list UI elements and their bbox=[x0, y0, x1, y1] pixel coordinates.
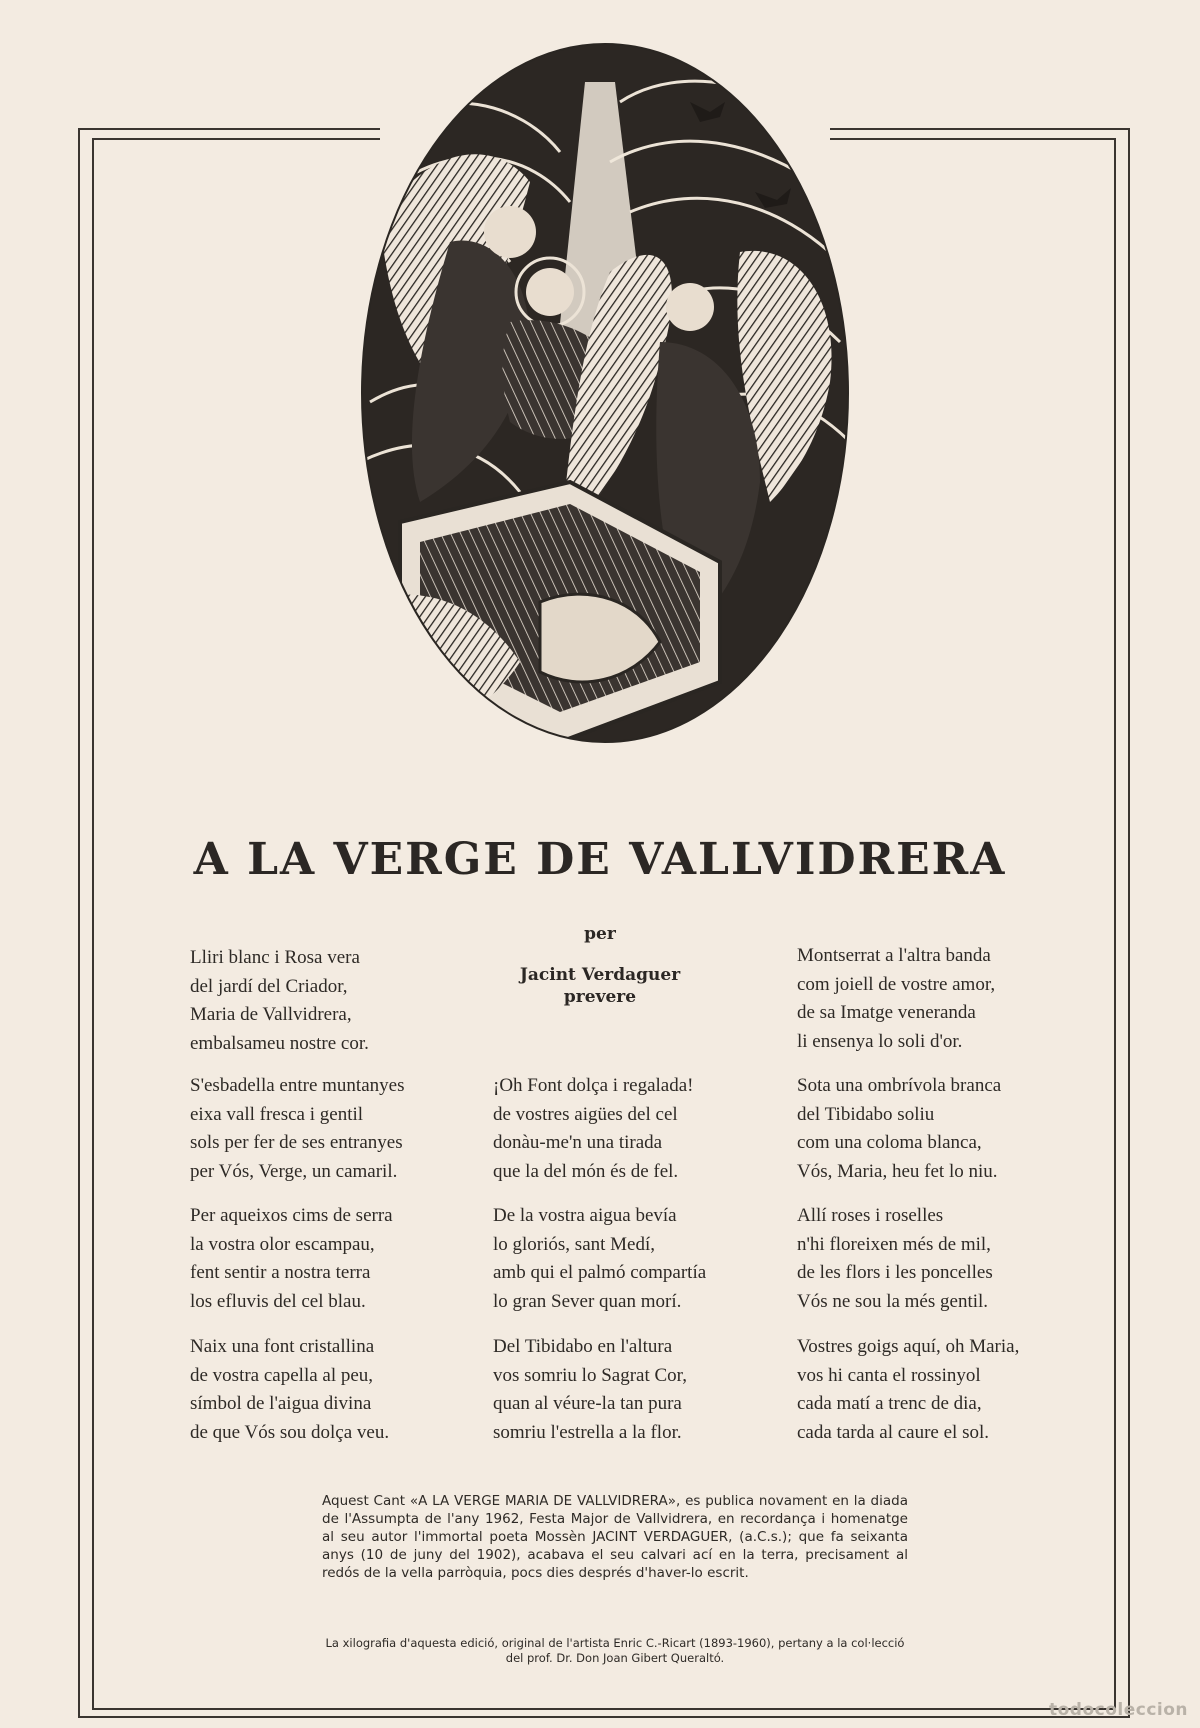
verse-line: per Vós, Verge, un camaril. bbox=[190, 1160, 398, 1182]
verse-line: cada tarda al caure el sol. bbox=[797, 1421, 989, 1443]
verse-line: Naix una font cristallina bbox=[190, 1336, 375, 1357]
verse-line: eixa vall fresca i gentil bbox=[190, 1103, 364, 1125]
stanza-10 bbox=[797, 1202, 993, 1316]
verse-line: Sota una ombrívola branca bbox=[797, 1075, 1002, 1096]
page-title: A LA VERGE DE VALLVIDRERA bbox=[193, 834, 1007, 885]
verse-line: Vostres goigs aquí, oh Maria, bbox=[797, 1336, 1020, 1357]
stanza-1 bbox=[190, 944, 369, 1058]
verse-line: Vós, Maria, heu fet lo niu. bbox=[797, 1160, 998, 1182]
verse-line: la vostra olor escampau, bbox=[190, 1233, 375, 1255]
stanza-3 bbox=[190, 1202, 393, 1316]
verse-line: Vós ne sou la més gentil. bbox=[797, 1290, 989, 1312]
verse-line: somriu l'estrella a la flor. bbox=[493, 1421, 682, 1443]
byline-per: per bbox=[584, 924, 616, 944]
verse-line: lo gran Sever quan morí. bbox=[493, 1290, 682, 1312]
verse-line: los efluvis del cel blau. bbox=[190, 1290, 366, 1312]
stanza-9 bbox=[797, 1072, 1001, 1186]
verse-line: n'hi floreixen més de mil, bbox=[797, 1233, 991, 1255]
verse-line: vos somriu lo Sagrat Cor, bbox=[493, 1364, 687, 1386]
author-name: Jacint Verdaguer bbox=[519, 965, 681, 985]
stanza-5 bbox=[493, 1072, 693, 1186]
verse-line: vos hi canta el rossinyol bbox=[797, 1364, 981, 1386]
verse-line: de vostres aigües del cel bbox=[493, 1103, 678, 1125]
verse-line: Maria de Vallvidrera, bbox=[190, 1004, 352, 1025]
verse-line: embalsameu nostre cor. bbox=[190, 1032, 369, 1054]
stanza-6 bbox=[493, 1202, 706, 1316]
verse-line: amb qui el palmó compartía bbox=[493, 1262, 707, 1283]
verse-line: S'esbadella entre muntanyes bbox=[190, 1075, 405, 1096]
watermark: todocoleccion bbox=[1048, 1700, 1188, 1720]
woodcut-illustration-icon bbox=[360, 42, 850, 744]
verse-line: Montserrat a l'altra banda bbox=[797, 945, 991, 966]
verse-line: Del Tibidabo en l'altura bbox=[493, 1336, 673, 1357]
verse-line: de les flors i les poncelles bbox=[797, 1262, 993, 1283]
verse-line: cada matí a trenc de dia, bbox=[797, 1393, 982, 1414]
stanza-8 bbox=[797, 942, 995, 1056]
verse-line: ¡Oh Font dolça i regalada! bbox=[493, 1075, 694, 1096]
verse-line: quan al véure-la tan pura bbox=[493, 1393, 682, 1414]
verse-line: donàu-me'n una tirada bbox=[493, 1132, 663, 1153]
woodcut-credit: La xilografia d'aquesta edició, original de l'artista Enric C.-Ricart (1893-1960), pertany a la col·lecció del prof. Dr. Don Joan Gibert Queraltó. bbox=[325, 1636, 905, 1665]
stanza-7 bbox=[493, 1333, 687, 1447]
verse-line: Allí roses i roselles bbox=[797, 1205, 944, 1226]
verse-line: li ensenya lo soli d'or. bbox=[797, 1030, 963, 1052]
verse-line: de sa Imatge veneranda bbox=[797, 1002, 976, 1023]
verse-line: que la del món és de fel. bbox=[493, 1160, 679, 1182]
verse-line: de vostra capella al peu, bbox=[190, 1364, 374, 1386]
verse-line: com una coloma blanca, bbox=[797, 1132, 982, 1153]
stanza-2 bbox=[190, 1072, 404, 1186]
verse-line: Lliri blanc i Rosa vera bbox=[190, 947, 360, 968]
verse-line: del jardí del Criador, bbox=[190, 975, 348, 997]
verse-line: de que Vós sou dolça veu. bbox=[190, 1421, 390, 1443]
verse-line: lo gloriós, sant Medí, bbox=[493, 1233, 656, 1255]
publication-note: Aquest Cant «A LA VERGE MARIA DE VALLVIDRERA», es publica novament en la diada de l'Assumpta de l'any 1962, Festa Major de Vallvidrera, en recordança i homenatge al seu autor l'immortal poeta Mossèn JACINT VERDAGUER, (a.C.s.); que fa seixanta anys (10 de juny del 1902), acabava el seu calvari ací en la terra, precisament al redós de la vella parròquia, pocs dies després d'haver-lo escrit. bbox=[322, 1493, 908, 1581]
verse-line: símbol de l'aigua divina bbox=[190, 1393, 372, 1414]
stanza-4 bbox=[190, 1333, 389, 1447]
verse-line: fent sentir a nostra terra bbox=[190, 1262, 371, 1283]
verse-line: com joiell de vostre amor, bbox=[797, 973, 996, 995]
verse-line: del Tibidabo soliu bbox=[797, 1103, 935, 1125]
verse-line: De la vostra aigua bevía bbox=[493, 1205, 677, 1226]
verse-line: sols per fer de ses entranyes bbox=[190, 1132, 403, 1153]
verse-line: Per aqueixos cims de serra bbox=[190, 1205, 393, 1226]
stanza-11 bbox=[797, 1333, 1019, 1447]
author-title: prevere bbox=[563, 987, 637, 1007]
byline bbox=[470, 924, 730, 1008]
